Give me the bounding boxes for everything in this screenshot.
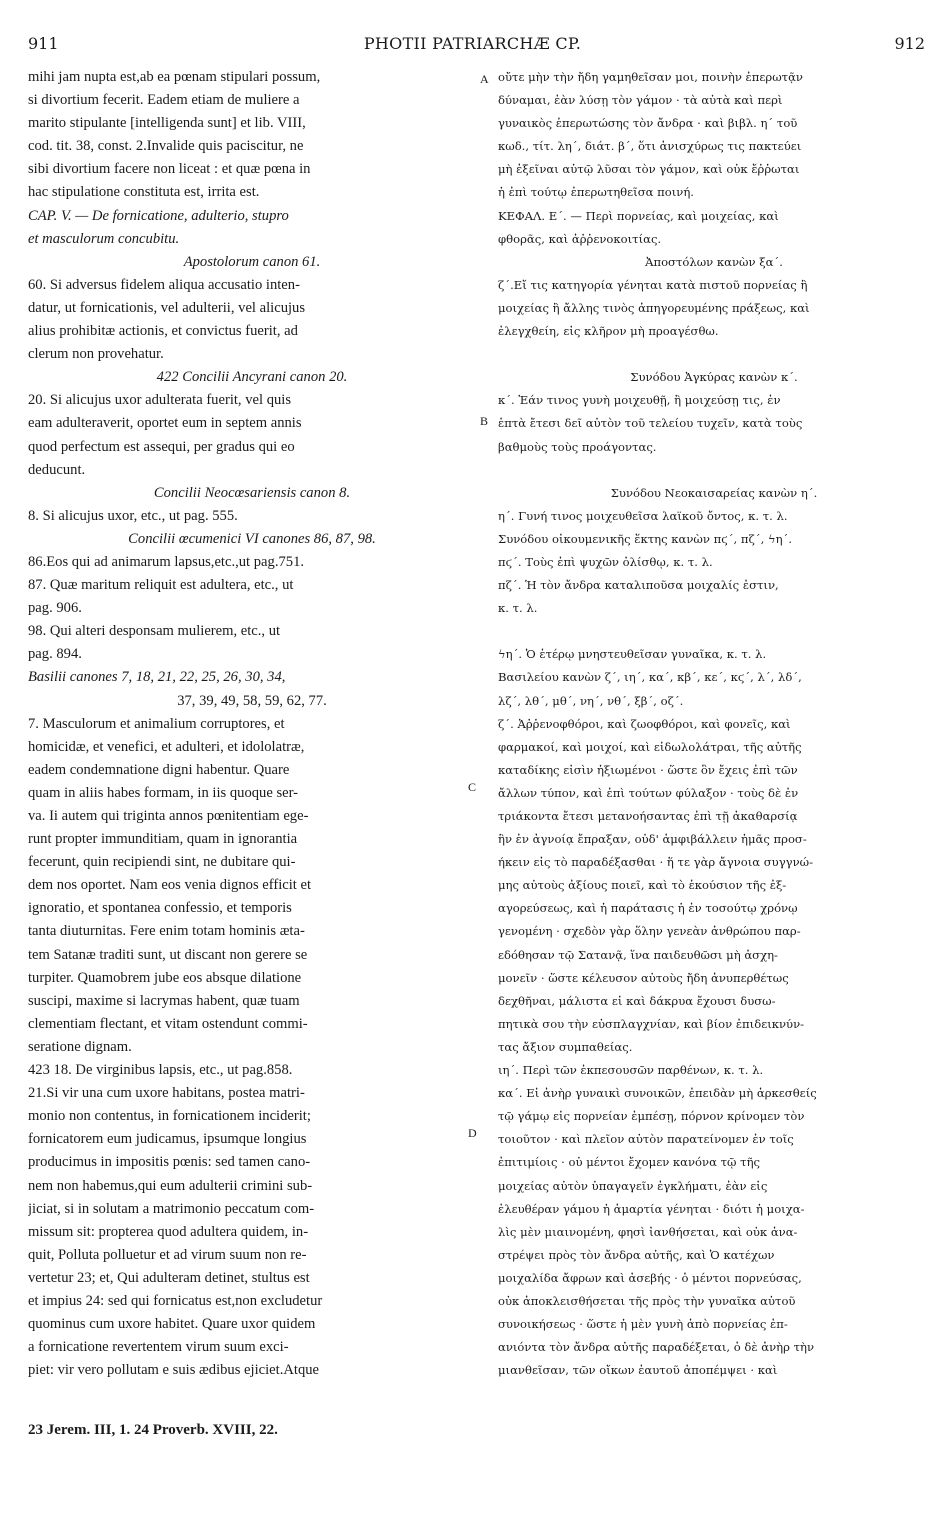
latin-text-line: et impius 24: sed qui fornicatus est,non excludetur [28, 1292, 323, 1309]
latin-text-line: datur, ut fornicationis, vel adulterii, vel alicujus [28, 299, 306, 316]
latin-text-line: 8. Si alicujus uxor, etc., ut pag. 555. [28, 507, 238, 524]
latin-text-line: 423 18. De virginibus lapsis, etc., ut pag.858. [28, 1062, 293, 1079]
greek-text-line: ἣν ἐν ἀγνοίᾳ ἔπραξαν, οὐδ' ἀμφιβάλλειν ἡμᾶς προσ- [498, 832, 807, 847]
greek-text-line: τῷ γάμῳ εἰς πορνείαν ἐμπέσῃ, πόρνον κρίνομεν τὸν [498, 1109, 805, 1124]
latin-text-line: eam adulteraverit, oportet eum in septem annis [28, 415, 302, 432]
greek-text-line: ἄλλων τύπον, καὶ ἐπὶ τούτων φύλαξον · τοὺς δὲ ἐν [498, 785, 799, 800]
latin-text-line: 422 Concilii Ancyrani canon 20. [156, 369, 348, 386]
latin-text-line: marito stipulante [intelligenda sunt] et lib. VIII, [28, 115, 306, 132]
page-number-right: 912 [894, 34, 925, 53]
greek-text-line: οὔτε μὴν τὴν ἤδη γαμηθεῖσαν μοι, ποινὴν ἐπερωτᾷν [498, 70, 803, 84]
latin-text-line: 20. Si alicujus uxor adulterata fuerit, vel quis [28, 392, 292, 409]
latin-text-line: jiciat, si in solutam a matrimonio peccatum com- [28, 1200, 315, 1217]
greek-text-line: ἐλεγχθείη, εἰς κλῆρον μὴ προαγέσθω. [498, 324, 719, 339]
latin-text-line: mihi jam nupta est,ab ea pœnam stipulari possum, [28, 69, 321, 85]
greek-text-line: μοιχείας ἢ ἄλλης τινὸς ἀπηγορευμένης πράξεως, καὶ [498, 300, 810, 315]
latin-text-line: si divortium fecerit. Eadem etiam de muliere a [28, 92, 300, 109]
latin-text-line: fornicatorem eum judicamus, ipsumque longius [28, 1131, 307, 1148]
latin-text-line: 86.Eos qui ad animarum lapsus,etc.,ut pag.751. [28, 553, 305, 570]
latin-text-line: pag. 894. [28, 646, 82, 663]
greek-text-line: κ. τ. λ. [498, 601, 538, 616]
greek-text-line [498, 343, 930, 366]
greek-text-line: ιη΄. Περὶ τῶν ἐκπεσουσῶν παρθένων, κ. τ. λ. [498, 1063, 764, 1078]
greek-text-line: ϟη΄. Ὁ ἑτέρῳ μνηστευθεῖσαν γυναῖκα, κ. τ. λ. [498, 647, 767, 662]
latin-text-line: missum sit: propterea quod adultera quidem, in- [28, 1223, 309, 1240]
margin-letter-d: D [468, 1126, 477, 1140]
greek-text-line: Συνόδου Ἀγκύρας κανὼν κ΄. [630, 370, 798, 385]
greek-text-line: συνοικήσεως · ὥστε ἡ μὲν γυνὴ ἀπὸ πορνείας ἐπ- [498, 1317, 788, 1332]
greek-text-line: αγορεύσεως, καὶ ἡ παράτασις ἡ ἐν τοσούτῳ χρόνῳ [498, 901, 798, 916]
page-number-left: 911 [28, 34, 59, 53]
footnotes: 23 Jerem. III, 1. 24 Proverb. XVIII, 22. [28, 1422, 278, 1438]
greek-text-line: μὴ ἐξεῖναι αὐτῷ λῦσαι τὸν γάμον, καὶ οὐκ ἔῤῥωται [498, 162, 800, 177]
latin-text-line: et masculorum concubitu. [28, 230, 180, 247]
greek-text-line: μοιχείας αὐτὸν ὑπαγαγεῖν ἐγκλήματι, ἐὰν εἰς [498, 1178, 768, 1193]
latin-text-line: a fornicatione revertentem virum suum exci- [28, 1339, 289, 1356]
greek-text-line: φθορᾶς, καὶ ἀῤῥενοκοιτίας. [498, 231, 662, 246]
greek-text-line: ἐλευθέραν γάμου ἡ ἁμαρτία γένηται · διότι ἡ μοιχα- [498, 1201, 805, 1216]
greek-text-line: στρέψει πρὸς τὸν ἄνδρα αὐτῆς, καὶ Ὁ κατέχων [498, 1247, 775, 1262]
greek-text-line: γυναικὸς ἐπερωτώσης τὸν ἄνδρα · καὶ βιβλ. η΄ τοῦ [498, 116, 798, 131]
greek-text-line: τας ἄξιον συμπαθείας. [498, 1039, 633, 1054]
latin-text-line: clerum non provehatur. [28, 346, 164, 363]
latin-text-line: vertetur 23; et, Qui adulteram detinet, stultus est [28, 1269, 310, 1286]
margin-letter-b: B [480, 414, 489, 428]
greek-text-line: λζ΄, λθ΄, μθ΄, νη΄, νθ΄, ξβ΄, οζ΄. [498, 693, 684, 708]
greek-text-line: ἑπτὰ ἔτεσι δεῖ αὐτὸν τοῦ τελείου τυχεῖν, κατὰ τοὺς [498, 416, 803, 431]
latin-text-line: piet: vir vero pollutam e suis ædibus ejiciet.Atque [28, 1362, 320, 1379]
greek-text-line: κα΄. Εἰ ἀνὴρ γυναικὶ συνοικῶν, ἐπειδὰν μὴ ἀρκεσθείς [498, 1086, 817, 1101]
latin-text-line: Basilii canones 7, 18, 21, 22, 25, 26, 30, 34, [28, 669, 286, 686]
greek-text-line: εδόθησαν τῷ Σατανᾷ, ἵνα παιδευθῶσι μὴ ἀσχη- [498, 947, 778, 962]
latin-text-line: nem non habemus,qui eum adulterii crimini sub- [28, 1177, 313, 1194]
latin-text-line: runt propter immunditiam, quam in ignorantia [28, 831, 298, 848]
greek-text-line: φαρμακοί, καὶ μοιχοί, καὶ εἰδωλολάτραι, τῆς αὐτῆς [498, 739, 802, 754]
latin-text-line: seratione dignam. [28, 1038, 132, 1055]
latin-text-line: monio non contentus, in fornicationem inciderit; [28, 1108, 311, 1125]
latin-text-line: tanta diuturnitas. Fere enim totam hominis æta- [28, 923, 305, 940]
greek-text-line: πητικὰ σου τὴν εὐσπλαγχνίαν, καὶ βίον ἐπιδεικνύν- [498, 1016, 805, 1031]
latin-text-line: quominus cum uxore habitet. Quare uxor quidem [28, 1316, 316, 1333]
latin-text-line: 7. Masculorum et animalium corruptores, et [28, 715, 285, 732]
greek-text-line: μονεῖν · ὥστε κέλευσον αὐτοὺς ἤδη ἀνυπερθέτως [498, 970, 789, 985]
latin-text-line: producimus in impositis pœnis: sed tamen cano- [28, 1154, 311, 1171]
greek-text-line: Βασιλείου κανὼν ζ΄, ιη΄, κα΄, κβ΄, κε΄, κϛ΄, λ΄, λδ΄, [498, 670, 802, 685]
greek-text-line: πϛ΄. Τοὺς ἐπὶ ψυχῶν ὀλίσθῳ, κ. τ. λ. [498, 554, 713, 569]
latin-text-line: 98. Qui alteri desponsam mulierem, etc., ut [28, 623, 281, 640]
latin-text-line: homicidæ, et venefici, et adulteri, et idololatræ, [28, 738, 305, 755]
latin-text-line: ignoratio, et spontanea confessio, et temporis [28, 900, 292, 917]
latin-text-line: turpiter. Quamobrem jube eos absque dilatione [28, 969, 302, 986]
greek-text-line: ἡ ἐπὶ τούτῳ ἐπερωτηθεῖσα ποινή. [498, 185, 694, 200]
latin-text-line: quit, Polluta polluetur et ad virum suum non re- [28, 1246, 307, 1263]
greek-text-line: μης αὐτοὺς ἀξίους ποιεῖ, καὶ τὸ ἑκούσιον τῆς ἐξ- [498, 878, 787, 893]
latin-text-line: sibi divortium facere non liceat : et quæ pœna in [28, 161, 311, 178]
latin-text-line: va. Ii autem qui triginta annos pœnitentiam ege- [28, 808, 309, 824]
greek-text-line: δύναμαι, ἐὰν λύσῃ τὸν γάμον · τὰ αὐτὰ καὶ περὶ [498, 93, 783, 108]
greek-text-line: καταδίκης εἰσὶν ἠξιωμένοι · ὥστε ὃν ἔχεις ἐπὶ τῶν [498, 762, 798, 777]
latin-text-line: 87. Quæ maritum reliquit est adultera, etc., ut [28, 577, 294, 594]
greek-text-line: ΚΕΦΑΛ. Ε΄. — Περὶ πορνείας, καὶ μοιχείας, καὶ [498, 208, 779, 223]
greek-text-line: ἐπιτιμίοις · οὐ μέντοι ἔχομεν κανόνα τῷ τῆς [498, 1155, 761, 1170]
latin-text-line: eadem condemnatione digni habentur. Quare [28, 761, 290, 778]
greek-text-line: λὶς μὲν μιαινομένη, φησὶ ἰανθήσεται, καὶ οὐκ ἀνα- [498, 1224, 798, 1239]
latin-text-line: Apostolorum canon 61. [183, 253, 321, 270]
greek-text-line: ζ΄. Ἀῤῥενοφθόροι, καὶ ζωοφθόροι, καὶ φονεῖς, καὶ [498, 716, 791, 731]
latin-text-line: Concilii œcumenici VI canones 86, 87, 98. [128, 530, 376, 547]
greek-text-line: ζ΄.Εἴ τις κατηγορία γένηται κατὰ πιστοῦ πορνείας ἢ [498, 277, 808, 292]
latin-text-line: tem Satanæ traditi sunt, ut discant non gerere se [28, 946, 308, 963]
greek-text-line: γενομένη · σχεδὸν γὰρ ὅλην γενεὰν ἀνθρώπου παρ- [498, 924, 801, 939]
greek-text-line [498, 459, 930, 482]
latin-text-line: quam in aliis habes formam, in iis quoque ser- [28, 784, 299, 801]
latin-text-line: dem nos oportet. Nam eos venia dignos efficit et [28, 877, 312, 894]
latin-text-line: Concilii Neocœsariensis canon 8. [153, 484, 351, 501]
latin-text-line: fecerunt, quin recipiendi sint, ne dubitare qui- [28, 854, 296, 871]
greek-text-line: μοιχαλίδα ἄφρων καὶ ἀσεβής · ὁ μέντοι πορνεύσας, [498, 1270, 802, 1285]
greek-text-line: ήκειν εἰς τὸ παραδέξασθαι · ἥ τε γὰρ ἄγνοια συγγνώ- [498, 855, 813, 870]
greek-text-line: Ἀποστόλων κανὼν ξα΄. [645, 254, 783, 269]
greek-text-line: κωδ., τίτ. λη΄, διάτ. β΄, ὅτι ἀνισχύρως τις πακτεύει [498, 139, 802, 154]
greek-text-line: κ΄. Ἐάν τινος γυνὴ μοιχευθῇ, ἢ μοιχεύσῃ τις, ἐν [498, 393, 781, 408]
latin-text-line: suscipi, maxime si lacrymas habent, quæ tuam [28, 992, 300, 1009]
latin-text-line: alius prohibitæ actionis, et convictus fuerit, ad [28, 323, 298, 340]
greek-text-line: πζ΄. Ἡ τὸν ἄνδρα καταλιποῦσα μοιχαλίς ἐστιν, [498, 578, 779, 593]
greek-text-line [498, 620, 930, 643]
latin-text-line: deducunt. [28, 461, 86, 478]
greek-text-line: τοιοῦτον · καὶ πλεῖον αὐτὸν παρατείνομεν ἐν τοῖς [498, 1132, 794, 1147]
greek-text-line: Συνόδου Νεοκαισαρείας κανὼν η΄. [610, 485, 818, 500]
latin-text-line: cod. tit. 38, const. 2.Invalide quis paciscitur, ne [28, 138, 304, 155]
latin-text-line: quod perfectum est assequi, per gradus qui eo [28, 438, 295, 455]
latin-text-line: hac stipulatione constituta est, irrita est. [28, 184, 260, 201]
greek-text-line: οὐκ ἀποκλεισθήσεται τῆς πρὸς τὴν γυναῖκα αὐτοῦ [498, 1293, 796, 1308]
latin-text-line: 21.Si vir una cum uxore habitans, postea matri- [28, 1085, 305, 1102]
greek-text-line: ανιόντα τὸν ἄνδρα αὐτῆς παραδέξεται, ὁ δὲ ἀνὴρ τὴν [498, 1340, 815, 1355]
greek-text-line: βαθμοὺς τοὺς προάγοντας. [498, 439, 657, 454]
greek-text-line: μιανθεῖσαν, τῶν οἴκων ἑαυτοῦ ἀποπέμψει · καὶ [498, 1363, 778, 1378]
greek-text-line: Συνόδου οἰκουμενικῆς ἕκτης κανὼν πϛ΄, πζ΄, ϟη΄. [498, 531, 793, 546]
latin-text-line: pag. 906. [28, 600, 82, 617]
margin-letter-c: C [468, 780, 477, 794]
latin-text-line: 60. Si adversus fidelem aliqua accusatio inten- [28, 276, 300, 293]
latin-column [28, 66, 476, 1382]
latin-text-line: CAP. V. — De fornicatione, adulterio, stupro [28, 207, 289, 224]
latin-text-line: clementiam flectant, et vitam ostendunt commi- [28, 1015, 308, 1032]
greek-text-line: τριάκοντα ἔτεσι μετανοήσαντας ἐπὶ τῇ ἀκαθαρσίᾳ [498, 809, 798, 823]
greek-column [498, 66, 930, 1382]
latin-text-line: 37, 39, 49, 58, 59, 62, 77. [177, 692, 327, 709]
greek-text-line: δεχθῆναι, μάλιστα εἰ καὶ δάκρυα ἔχουσι δυσω- [498, 993, 776, 1008]
margin-letter-a: A [480, 72, 489, 86]
running-title: PHOTII PATRIARCHÆ CP. [363, 34, 582, 53]
greek-text-line: η΄. Γυνή τινος μοιχευθεῖσα λαϊκοῦ ὄντος, κ. τ. λ. [498, 508, 788, 523]
